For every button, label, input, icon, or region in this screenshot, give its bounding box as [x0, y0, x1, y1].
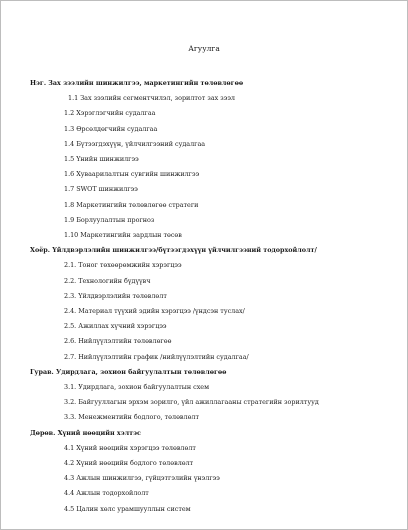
- toc-item: 1.8 Маркетингийн төлөвлөгөө стратеги: [64, 200, 199, 209]
- toc-item: 1.1 Зах зээлийн сегментчилэл, зорилтот зах зээл: [68, 94, 235, 103]
- table-of-contents: [30, 76, 400, 517]
- toc-item: 1.9 Борлуулалтын прогноз: [64, 215, 155, 224]
- toc-item: 2.5. Ажиллах хүчний хэрэгцээ: [64, 322, 167, 331]
- toc-item: 1.2 Хэрэглэгчийн судалгаа: [64, 109, 156, 118]
- toc-item: 2.2. Технологийн бүдүүвч: [64, 276, 151, 285]
- section-2-heading: Хоёр. Үйлдвэрлэлийн шинжилгээ/бүтээгдэхүүн үйлчилгээний тодорхойлолт/: [30, 246, 317, 255]
- toc-item: 3.2. Байгууллагын эрхэм зорилго, үйл ажиллагааны стратегийн зорилтууд: [64, 398, 319, 407]
- toc-item: 2.4. Материал түүхий эдийн хэрэгцээ /үндсэн туслах/: [64, 307, 245, 316]
- toc-item: 1.10 Маркетингийн зардлын төсөв: [64, 231, 182, 240]
- toc-item: 1.6 Хуваарилалтын сувгийн шинжилгээ: [64, 170, 200, 179]
- toc-item: 3.1. Удирдлага, зохион байгуулалтын схем: [64, 383, 210, 392]
- toc-item: 4.4 Ажлын тодорхойлолт: [64, 489, 149, 498]
- section-4-heading: Дөрөв. Хүний нөөцийн хэлтэс: [30, 428, 141, 437]
- section-1-heading: Нэг. Зах зээлийн шинжилгээ, маркетингийн төлөвлөгөө: [30, 79, 244, 87]
- toc-item: 2.7. Нийлүүлэлтийн график /нийлүүлэлтийн судалгаа/: [64, 352, 249, 361]
- toc-item: 2.6. Нийлүүлэлтийн төлөвлөгөө: [64, 337, 172, 346]
- toc-item: 4.5 Цалин хөлс урамшууллын систем: [64, 504, 191, 513]
- section-3-heading: Гурав. Удирдлага, зохион байгуулалтын төлөвлөгөө: [30, 367, 227, 376]
- toc-item: 2.1. Тоног төхөөрөмжийн хэрэгцээ: [64, 261, 182, 270]
- toc-item: 4.2 Хүний нөөцийн бодлого төлөвлөлт: [64, 459, 194, 468]
- toc-item: 3.3. Менежментийн бодлого, төлөвлөлт: [64, 413, 200, 422]
- document-title: Агуулга: [188, 44, 220, 53]
- toc-item: 2.3. Үйлдвэрлэлийн төлөвлөлт: [64, 291, 167, 300]
- toc-item: 1.4 Бүтээгдэхүүн, үйлчилгээний судалгаа: [64, 139, 206, 148]
- toc-item: 1.3 Өрсөлдөгчийн судалгаа: [64, 124, 158, 133]
- toc-item: 4.1 Хүний нөөцийн хэрэгцээ төлөвлөлт: [64, 443, 196, 452]
- toc-item: 1.7 SWOT шинжилгээ: [64, 185, 138, 194]
- toc-item: 1.5 Үнийн шинжилгээ: [64, 155, 139, 164]
- toc-item: 4.3 Ажлын шинжилгээ, гүйцэтгэлийн үнэлгээ: [64, 474, 220, 483]
